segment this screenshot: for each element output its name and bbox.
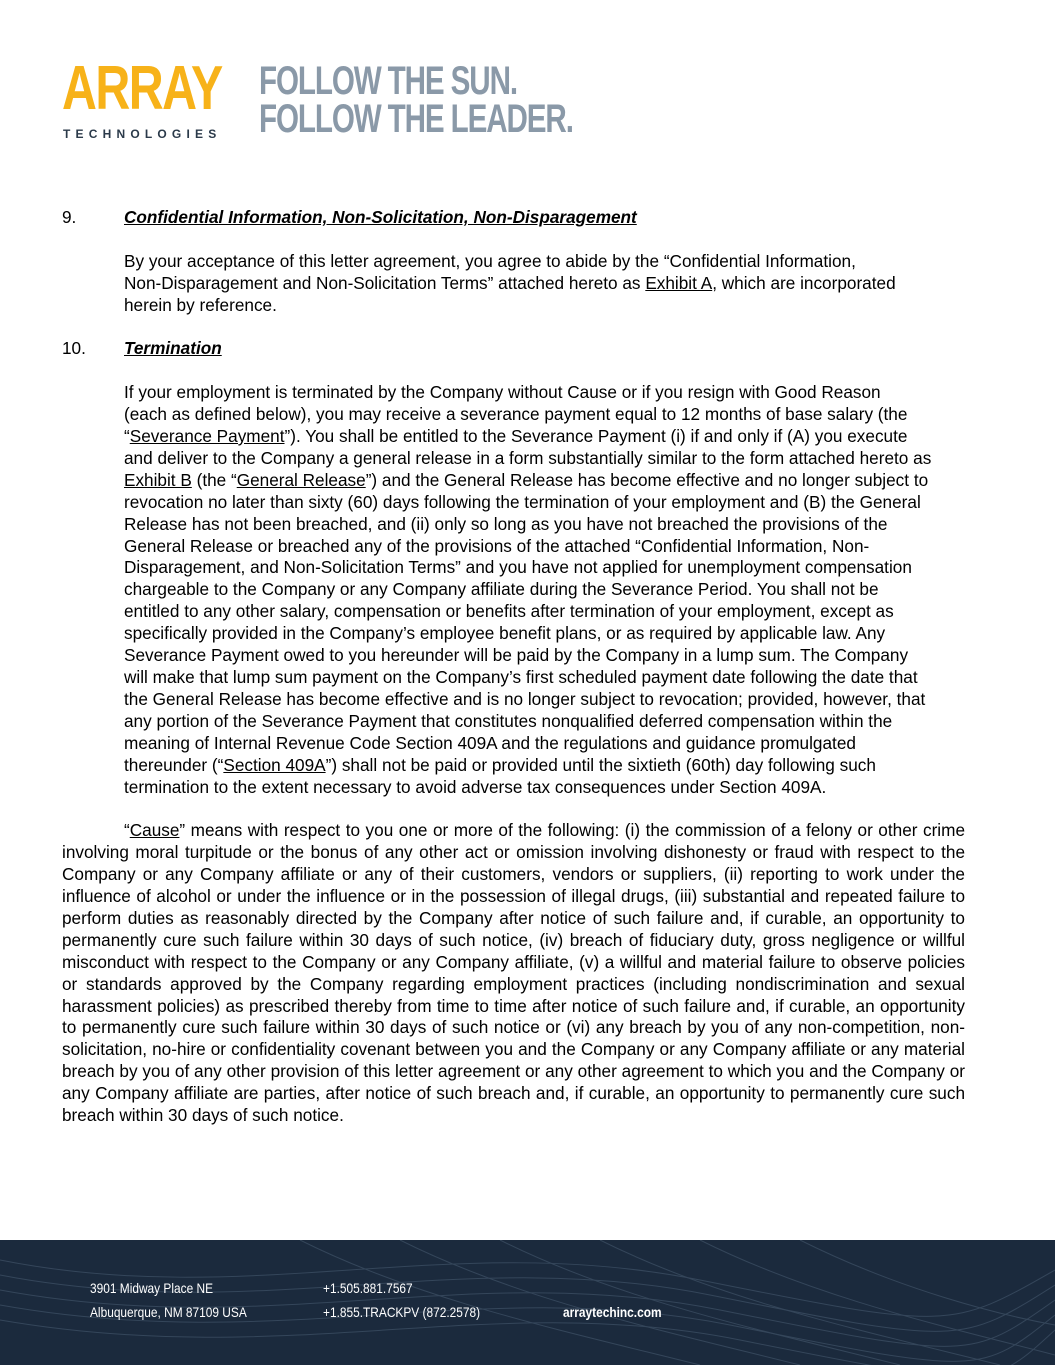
section-number: 10. <box>62 338 86 359</box>
section-9-paragraph <box>62 251 965 317</box>
text-line: By your acceptance of this letter agreement, you agree to abide by the “Confidential Information, <box>124 250 856 271</box>
section-title: Termination <box>124 338 222 359</box>
text-line: thereunder (“Section 409A”) shall not be paid or provided until the sixtieth (60th) day following such <box>124 754 876 775</box>
text-line: Disparagement, and Non-Solicitation Terms” and you have not applied for unemployment compensation <box>124 557 912 578</box>
text-line: the General Release has become effective and is no longer subject to revocation; provided, however, that <box>124 688 926 709</box>
tagline-line-1: FOLLOW THE SUN. <box>259 59 517 103</box>
text-line: entitled to any other salary, compensation or benefits after termination of your employment, except as <box>124 601 894 622</box>
text-line: (each as defined below), you may receive a severance payment equal to 12 months of base salary (the <box>124 404 908 425</box>
footer <box>0 1240 1055 1365</box>
text-line: General Release or breached any of the provisions of the attached “Confidential Information, Non- <box>124 535 870 556</box>
text-line: Exhibit B (the “General Release”) and the General Release has become effective and no longer subject to <box>124 469 929 490</box>
text-line: herein by reference. <box>124 294 277 315</box>
footer-wave-pattern <box>0 1240 1055 1365</box>
text-line: and deliver to the Company a general release in a form substantially similar to the form attached hereto as <box>124 447 932 468</box>
text-line: any portion of the Severance Payment that constitutes nonqualified deferred compensation within the <box>124 710 893 731</box>
text-line: will make that lump sum payment on the Company’s first scheduled payment date following the date that <box>124 666 918 687</box>
tagline <box>259 59 573 141</box>
logo-subtext: TECHNOLOGIES <box>63 127 222 141</box>
text-line: Release has not been breached, and (ii) only so long as you have not breached the provisions of the <box>124 513 888 534</box>
section-10-paragraph-severance <box>62 382 965 798</box>
section-409a-term: Section 409A <box>223 754 326 775</box>
footer-website-link[interactable]: arraytechinc.com <box>563 1304 662 1320</box>
footer-phone-1: +1.505.881.7567 <box>323 1280 413 1296</box>
text-line: specifically provided in the Company’s employee benefit plans, or as required by applicable law. Any <box>124 623 886 644</box>
footer-address-line-2: Albuquerque, NM 87109 USA <box>90 1304 247 1320</box>
footer-address-line-1: 3901 Midway Place NE <box>90 1280 214 1296</box>
tagline-line-2: FOLLOW THE LEADER. <box>259 97 573 141</box>
exhibit-a-link: Exhibit A <box>645 272 713 293</box>
section-10-heading <box>62 338 965 360</box>
section-title: Confidential Information, Non-Solicitation, Non-Disparagement <box>124 207 637 227</box>
text-line: Non-Disparagement and Non-Solicitation Terms” attached hereto as Exhibit A, which are incorporated <box>124 272 896 293</box>
footer-phone-2: +1.855.TRACKPV (872.2578) <box>323 1304 481 1320</box>
array-logo: ARRAY <box>62 54 222 123</box>
section-10-paragraph-cause: “Cause” means with respect to you one or more of the following: (i) the commission of a felony or other crime involving moral turpitude or the bonus of any other act or omission involving dishonesty or fraud with respect to the Company or any Company affiliate or any of their customers, vendors or suppliers, (ii) reporting to work under the influence of alcohol or under the influence or in the possession of illegal drugs, (iii) substantial and repeated failure to perform duties as reasonably directed by the Company after notice of such failure and, if curable, an opportunity to permanently cure such failure within 30 days of such notice, (iv) breach of fiduciary duty, gross negligence or willful misconduct with respect to the Company or any Company affiliate, (v) a willful and material failure to observe policies or standards approved by the Company regarding employment practices (including nondiscrimination and sexual harassment policies) as prescribed thereby from time to time after notice of such failure and, if curable, an opportunity to permanently cure such failure within 30 days of such notice or (vi) any breach by you of any non-competition, non-solicitation, no-hire or confidentiality covenant between you and the Company or any Company affiliate or any material breach by you of any other provision of this letter agreement or any other agreement to which you and the Company or any Company affiliate are parties, after notice of such breach and, if curable, an opportunity to permanently cure such breach within 30 days of such notice. <box>62 820 965 1126</box>
section-number: 9. <box>62 207 77 227</box>
text-line: If your employment is terminated by the Company without Cause or if you resign with Good Reason <box>124 382 881 403</box>
text-line: chargeable to the Company or any Company affiliate during the Severance Period. You shall not be <box>124 579 879 600</box>
text-line: revocation no later than sixty (60) days following the termination of your employment and (B) the General <box>124 491 921 512</box>
text-line: termination to the extent necessary to avoid adverse tax consequences under Section 409A. <box>124 776 827 797</box>
exhibit-b-link: Exhibit B <box>124 469 192 490</box>
letter-body <box>62 207 965 1149</box>
text-line: meaning of Internal Revenue Code Section 409A and the regulations and guidance promulgated <box>124 732 856 753</box>
cause-term: Cause <box>129 820 180 841</box>
text-line: Severance Payment owed to you hereunder will be paid by the Company in a lump sum. The Company <box>124 645 909 666</box>
text-line: “Severance Payment”). You shall be entitled to the Severance Payment (i) if and only if (A) you execute <box>124 426 908 447</box>
letterhead <box>62 54 662 148</box>
general-release-term: General Release <box>236 469 366 490</box>
section-9-heading <box>62 207 965 229</box>
severance-payment-term: Severance Payment <box>129 426 285 447</box>
